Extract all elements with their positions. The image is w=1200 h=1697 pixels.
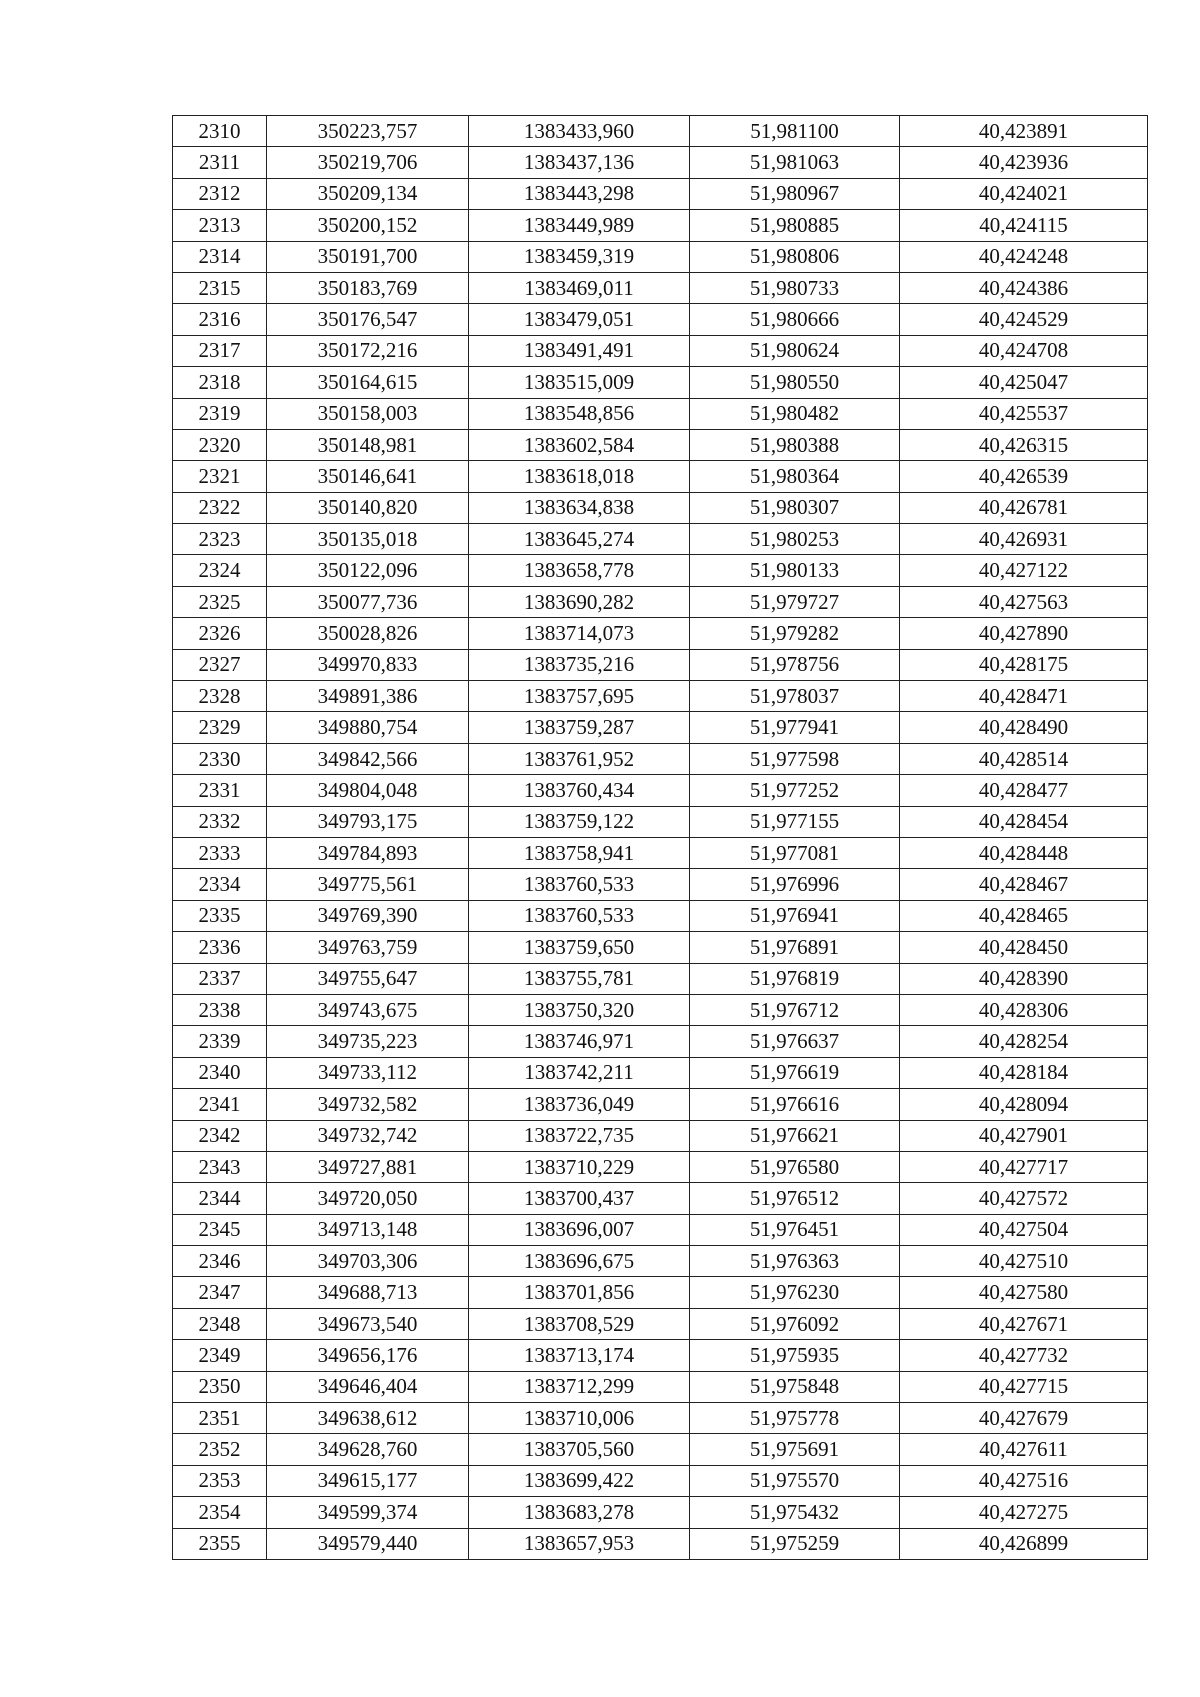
longitude-cell: 40,426931 <box>900 524 1148 555</box>
y-coordinate-cell: 1383750,320 <box>469 994 690 1025</box>
y-coordinate-cell: 1383742,211 <box>469 1057 690 1088</box>
y-coordinate-cell: 1383437,136 <box>469 147 690 178</box>
table-row <box>173 1371 1148 1402</box>
longitude-cell: 40,427901 <box>900 1120 1148 1151</box>
latitude-cell: 51,980967 <box>690 178 900 209</box>
longitude-cell: 40,428471 <box>900 681 1148 712</box>
longitude-cell: 40,426781 <box>900 492 1148 523</box>
latitude-cell: 51,976637 <box>690 1026 900 1057</box>
latitude-cell: 51,981100 <box>690 116 900 147</box>
x-coordinate-cell: 350176,547 <box>267 304 469 335</box>
longitude-cell: 40,428175 <box>900 649 1148 680</box>
table-row <box>173 1340 1148 1371</box>
latitude-cell: 51,978037 <box>690 681 900 712</box>
x-coordinate-cell: 349646,404 <box>267 1371 469 1402</box>
longitude-cell: 40,424529 <box>900 304 1148 335</box>
latitude-cell: 51,976580 <box>690 1151 900 1182</box>
table-row <box>173 116 1148 147</box>
x-coordinate-cell: 350223,757 <box>267 116 469 147</box>
x-coordinate-cell: 349599,374 <box>267 1497 469 1528</box>
table-row <box>173 775 1148 806</box>
point-number-cell: 2314 <box>173 241 267 272</box>
longitude-cell: 40,428184 <box>900 1057 1148 1088</box>
longitude-cell: 40,427572 <box>900 1183 1148 1214</box>
y-coordinate-cell: 1383469,011 <box>469 272 690 303</box>
y-coordinate-cell: 1383700,437 <box>469 1183 690 1214</box>
latitude-cell: 51,975570 <box>690 1465 900 1496</box>
longitude-cell: 40,427516 <box>900 1465 1148 1496</box>
latitude-cell: 51,976512 <box>690 1183 900 1214</box>
latitude-cell: 51,978756 <box>690 649 900 680</box>
x-coordinate-cell: 349727,881 <box>267 1151 469 1182</box>
longitude-cell: 40,428306 <box>900 994 1148 1025</box>
longitude-cell: 40,428514 <box>900 743 1148 774</box>
point-number-cell: 2351 <box>173 1403 267 1434</box>
longitude-cell: 40,428254 <box>900 1026 1148 1057</box>
longitude-cell: 40,424021 <box>900 178 1148 209</box>
point-number-cell: 2330 <box>173 743 267 774</box>
x-coordinate-cell: 349784,893 <box>267 837 469 868</box>
latitude-cell: 51,976891 <box>690 932 900 963</box>
y-coordinate-cell: 1383459,319 <box>469 241 690 272</box>
y-coordinate-cell: 1383710,229 <box>469 1151 690 1182</box>
coordinates-table-body <box>173 116 1148 1560</box>
table-row <box>173 492 1148 523</box>
y-coordinate-cell: 1383705,560 <box>469 1434 690 1465</box>
x-coordinate-cell: 349804,048 <box>267 775 469 806</box>
longitude-cell: 40,427679 <box>900 1403 1148 1434</box>
table-row <box>173 335 1148 366</box>
latitude-cell: 51,980624 <box>690 335 900 366</box>
point-number-cell: 2349 <box>173 1340 267 1371</box>
point-number-cell: 2342 <box>173 1120 267 1151</box>
y-coordinate-cell: 1383701,856 <box>469 1277 690 1308</box>
y-coordinate-cell: 1383479,051 <box>469 304 690 335</box>
x-coordinate-cell: 349793,175 <box>267 806 469 837</box>
x-coordinate-cell: 349673,540 <box>267 1308 469 1339</box>
y-coordinate-cell: 1383760,533 <box>469 869 690 900</box>
table-row <box>173 618 1148 649</box>
table-row <box>173 869 1148 900</box>
longitude-cell: 40,424386 <box>900 272 1148 303</box>
point-number-cell: 2318 <box>173 367 267 398</box>
table-row <box>173 1089 1148 1120</box>
longitude-cell: 40,428454 <box>900 806 1148 837</box>
point-number-cell: 2340 <box>173 1057 267 1088</box>
y-coordinate-cell: 1383735,216 <box>469 649 690 680</box>
x-coordinate-cell: 349755,647 <box>267 963 469 994</box>
y-coordinate-cell: 1383759,650 <box>469 932 690 963</box>
table-row <box>173 398 1148 429</box>
x-coordinate-cell: 349713,148 <box>267 1214 469 1245</box>
point-number-cell: 2310 <box>173 116 267 147</box>
table-row <box>173 555 1148 586</box>
y-coordinate-cell: 1383690,282 <box>469 586 690 617</box>
point-number-cell: 2347 <box>173 1277 267 1308</box>
longitude-cell: 40,425537 <box>900 398 1148 429</box>
point-number-cell: 2322 <box>173 492 267 523</box>
x-coordinate-cell: 349703,306 <box>267 1246 469 1277</box>
latitude-cell: 51,975691 <box>690 1434 900 1465</box>
point-number-cell: 2345 <box>173 1214 267 1245</box>
y-coordinate-cell: 1383683,278 <box>469 1497 690 1528</box>
table-row <box>173 367 1148 398</box>
y-coordinate-cell: 1383696,675 <box>469 1246 690 1277</box>
longitude-cell: 40,427890 <box>900 618 1148 649</box>
x-coordinate-cell: 349880,754 <box>267 712 469 743</box>
x-coordinate-cell: 349579,440 <box>267 1528 469 1559</box>
table-row <box>173 210 1148 241</box>
table-row <box>173 743 1148 774</box>
point-number-cell: 2338 <box>173 994 267 1025</box>
latitude-cell: 51,980364 <box>690 461 900 492</box>
longitude-cell: 40,423891 <box>900 116 1148 147</box>
longitude-cell: 40,424248 <box>900 241 1148 272</box>
table-row <box>173 524 1148 555</box>
point-number-cell: 2320 <box>173 429 267 460</box>
longitude-cell: 40,427732 <box>900 1340 1148 1371</box>
x-coordinate-cell: 350140,820 <box>267 492 469 523</box>
y-coordinate-cell: 1383746,971 <box>469 1026 690 1057</box>
longitude-cell: 40,426315 <box>900 429 1148 460</box>
point-number-cell: 2341 <box>173 1089 267 1120</box>
x-coordinate-cell: 350122,096 <box>267 555 469 586</box>
table-row <box>173 147 1148 178</box>
point-number-cell: 2319 <box>173 398 267 429</box>
y-coordinate-cell: 1383710,006 <box>469 1403 690 1434</box>
table-row <box>173 1434 1148 1465</box>
latitude-cell: 51,976230 <box>690 1277 900 1308</box>
point-number-cell: 2331 <box>173 775 267 806</box>
x-coordinate-cell: 350209,134 <box>267 178 469 209</box>
y-coordinate-cell: 1383759,122 <box>469 806 690 837</box>
y-coordinate-cell: 1383443,298 <box>469 178 690 209</box>
x-coordinate-cell: 349891,386 <box>267 681 469 712</box>
latitude-cell: 51,976621 <box>690 1120 900 1151</box>
table-row <box>173 1497 1148 1528</box>
longitude-cell: 40,428477 <box>900 775 1148 806</box>
y-coordinate-cell: 1383548,856 <box>469 398 690 429</box>
x-coordinate-cell: 349656,176 <box>267 1340 469 1371</box>
x-coordinate-cell: 349732,742 <box>267 1120 469 1151</box>
table-row <box>173 1183 1148 1214</box>
point-number-cell: 2326 <box>173 618 267 649</box>
longitude-cell: 40,427504 <box>900 1214 1148 1245</box>
latitude-cell: 51,977155 <box>690 806 900 837</box>
latitude-cell: 51,977252 <box>690 775 900 806</box>
table-row <box>173 1151 1148 1182</box>
latitude-cell: 51,980666 <box>690 304 900 335</box>
table-row <box>173 994 1148 1025</box>
latitude-cell: 51,980550 <box>690 367 900 398</box>
point-number-cell: 2312 <box>173 178 267 209</box>
latitude-cell: 51,979282 <box>690 618 900 649</box>
point-number-cell: 2348 <box>173 1308 267 1339</box>
point-number-cell: 2354 <box>173 1497 267 1528</box>
point-number-cell: 2355 <box>173 1528 267 1559</box>
longitude-cell: 40,428490 <box>900 712 1148 743</box>
x-coordinate-cell: 350191,700 <box>267 241 469 272</box>
longitude-cell: 40,427715 <box>900 1371 1148 1402</box>
x-coordinate-cell: 350148,981 <box>267 429 469 460</box>
y-coordinate-cell: 1383713,174 <box>469 1340 690 1371</box>
y-coordinate-cell: 1383714,073 <box>469 618 690 649</box>
table-row <box>173 178 1148 209</box>
x-coordinate-cell: 350219,706 <box>267 147 469 178</box>
x-coordinate-cell: 349732,582 <box>267 1089 469 1120</box>
x-coordinate-cell: 349638,612 <box>267 1403 469 1434</box>
latitude-cell: 51,980388 <box>690 429 900 460</box>
point-number-cell: 2324 <box>173 555 267 586</box>
table-row <box>173 837 1148 868</box>
point-number-cell: 2317 <box>173 335 267 366</box>
x-coordinate-cell: 350028,826 <box>267 618 469 649</box>
y-coordinate-cell: 1383699,422 <box>469 1465 690 1496</box>
x-coordinate-cell: 349763,759 <box>267 932 469 963</box>
point-number-cell: 2335 <box>173 900 267 931</box>
x-coordinate-cell: 349733,112 <box>267 1057 469 1088</box>
latitude-cell: 51,975935 <box>690 1340 900 1371</box>
x-coordinate-cell: 349735,223 <box>267 1026 469 1057</box>
table-row <box>173 932 1148 963</box>
y-coordinate-cell: 1383433,960 <box>469 116 690 147</box>
point-number-cell: 2328 <box>173 681 267 712</box>
latitude-cell: 51,980733 <box>690 272 900 303</box>
longitude-cell: 40,427611 <box>900 1434 1148 1465</box>
table-row <box>173 649 1148 680</box>
y-coordinate-cell: 1383712,299 <box>469 1371 690 1402</box>
latitude-cell: 51,976712 <box>690 994 900 1025</box>
latitude-cell: 51,981063 <box>690 147 900 178</box>
table-row <box>173 1403 1148 1434</box>
longitude-cell: 40,428450 <box>900 932 1148 963</box>
point-number-cell: 2353 <box>173 1465 267 1496</box>
x-coordinate-cell: 349769,390 <box>267 900 469 931</box>
point-number-cell: 2333 <box>173 837 267 868</box>
table-row <box>173 586 1148 617</box>
y-coordinate-cell: 1383757,695 <box>469 681 690 712</box>
table-row <box>173 963 1148 994</box>
point-number-cell: 2343 <box>173 1151 267 1182</box>
longitude-cell: 40,424708 <box>900 335 1148 366</box>
x-coordinate-cell: 350077,736 <box>267 586 469 617</box>
y-coordinate-cell: 1383696,007 <box>469 1214 690 1245</box>
latitude-cell: 51,980133 <box>690 555 900 586</box>
x-coordinate-cell: 350158,003 <box>267 398 469 429</box>
x-coordinate-cell: 349775,561 <box>267 869 469 900</box>
x-coordinate-cell: 350183,769 <box>267 272 469 303</box>
table-row <box>173 272 1148 303</box>
latitude-cell: 51,977598 <box>690 743 900 774</box>
y-coordinate-cell: 1383708,529 <box>469 1308 690 1339</box>
latitude-cell: 51,976092 <box>690 1308 900 1339</box>
latitude-cell: 51,975432 <box>690 1497 900 1528</box>
y-coordinate-cell: 1383491,491 <box>469 335 690 366</box>
table-row <box>173 712 1148 743</box>
latitude-cell: 51,980253 <box>690 524 900 555</box>
table-row <box>173 304 1148 335</box>
table-row <box>173 1308 1148 1339</box>
latitude-cell: 51,975778 <box>690 1403 900 1434</box>
y-coordinate-cell: 1383515,009 <box>469 367 690 398</box>
y-coordinate-cell: 1383759,287 <box>469 712 690 743</box>
y-coordinate-cell: 1383645,274 <box>469 524 690 555</box>
point-number-cell: 2332 <box>173 806 267 837</box>
y-coordinate-cell: 1383760,533 <box>469 900 690 931</box>
latitude-cell: 51,975848 <box>690 1371 900 1402</box>
x-coordinate-cell: 349720,050 <box>267 1183 469 1214</box>
point-number-cell: 2329 <box>173 712 267 743</box>
longitude-cell: 40,425047 <box>900 367 1148 398</box>
point-number-cell: 2350 <box>173 1371 267 1402</box>
table-row <box>173 241 1148 272</box>
y-coordinate-cell: 1383755,781 <box>469 963 690 994</box>
point-number-cell: 2344 <box>173 1183 267 1214</box>
longitude-cell: 40,424115 <box>900 210 1148 241</box>
latitude-cell: 51,976616 <box>690 1089 900 1120</box>
longitude-cell: 40,427275 <box>900 1497 1148 1528</box>
point-number-cell: 2352 <box>173 1434 267 1465</box>
longitude-cell: 40,428467 <box>900 869 1148 900</box>
table-row <box>173 1246 1148 1277</box>
table-row <box>173 900 1148 931</box>
y-coordinate-cell: 1383736,049 <box>469 1089 690 1120</box>
table-row <box>173 806 1148 837</box>
point-number-cell: 2321 <box>173 461 267 492</box>
table-row <box>173 429 1148 460</box>
longitude-cell: 40,427717 <box>900 1151 1148 1182</box>
x-coordinate-cell: 349615,177 <box>267 1465 469 1496</box>
x-coordinate-cell: 349842,566 <box>267 743 469 774</box>
longitude-cell: 40,426539 <box>900 461 1148 492</box>
x-coordinate-cell: 349688,713 <box>267 1277 469 1308</box>
latitude-cell: 51,979727 <box>690 586 900 617</box>
table-row <box>173 1528 1148 1559</box>
latitude-cell: 51,977941 <box>690 712 900 743</box>
point-number-cell: 2339 <box>173 1026 267 1057</box>
table-row <box>173 461 1148 492</box>
table-row <box>173 681 1148 712</box>
table-row <box>173 1214 1148 1245</box>
coordinates-table <box>172 115 1148 1560</box>
table-row <box>173 1120 1148 1151</box>
latitude-cell: 51,976619 <box>690 1057 900 1088</box>
longitude-cell: 40,427580 <box>900 1277 1148 1308</box>
latitude-cell: 51,980885 <box>690 210 900 241</box>
y-coordinate-cell: 1383602,584 <box>469 429 690 460</box>
y-coordinate-cell: 1383760,434 <box>469 775 690 806</box>
table-row <box>173 1465 1148 1496</box>
latitude-cell: 51,976996 <box>690 869 900 900</box>
point-number-cell: 2316 <box>173 304 267 335</box>
longitude-cell: 40,427671 <box>900 1308 1148 1339</box>
longitude-cell: 40,427122 <box>900 555 1148 586</box>
longitude-cell: 40,427563 <box>900 586 1148 617</box>
x-coordinate-cell: 349743,675 <box>267 994 469 1025</box>
x-coordinate-cell: 350135,018 <box>267 524 469 555</box>
table-row <box>173 1026 1148 1057</box>
latitude-cell: 51,976451 <box>690 1214 900 1245</box>
longitude-cell: 40,428448 <box>900 837 1148 868</box>
longitude-cell: 40,426899 <box>900 1528 1148 1559</box>
x-coordinate-cell: 350164,615 <box>267 367 469 398</box>
y-coordinate-cell: 1383449,989 <box>469 210 690 241</box>
point-number-cell: 2315 <box>173 272 267 303</box>
y-coordinate-cell: 1383722,735 <box>469 1120 690 1151</box>
point-number-cell: 2323 <box>173 524 267 555</box>
x-coordinate-cell: 349628,760 <box>267 1434 469 1465</box>
x-coordinate-cell: 350146,641 <box>267 461 469 492</box>
y-coordinate-cell: 1383634,838 <box>469 492 690 523</box>
y-coordinate-cell: 1383618,018 <box>469 461 690 492</box>
point-number-cell: 2337 <box>173 963 267 994</box>
longitude-cell: 40,428094 <box>900 1089 1148 1120</box>
latitude-cell: 51,976819 <box>690 963 900 994</box>
point-number-cell: 2346 <box>173 1246 267 1277</box>
point-number-cell: 2327 <box>173 649 267 680</box>
table-row <box>173 1277 1148 1308</box>
longitude-cell: 40,428465 <box>900 900 1148 931</box>
y-coordinate-cell: 1383758,941 <box>469 837 690 868</box>
x-coordinate-cell: 350172,216 <box>267 335 469 366</box>
latitude-cell: 51,977081 <box>690 837 900 868</box>
latitude-cell: 51,975259 <box>690 1528 900 1559</box>
x-coordinate-cell: 350200,152 <box>267 210 469 241</box>
longitude-cell: 40,428390 <box>900 963 1148 994</box>
latitude-cell: 51,980482 <box>690 398 900 429</box>
point-number-cell: 2325 <box>173 586 267 617</box>
latitude-cell: 51,976363 <box>690 1246 900 1277</box>
longitude-cell: 40,423936 <box>900 147 1148 178</box>
x-coordinate-cell: 349970,833 <box>267 649 469 680</box>
y-coordinate-cell: 1383761,952 <box>469 743 690 774</box>
y-coordinate-cell: 1383658,778 <box>469 555 690 586</box>
point-number-cell: 2334 <box>173 869 267 900</box>
point-number-cell: 2336 <box>173 932 267 963</box>
y-coordinate-cell: 1383657,953 <box>469 1528 690 1559</box>
point-number-cell: 2313 <box>173 210 267 241</box>
table-row <box>173 1057 1148 1088</box>
latitude-cell: 51,980307 <box>690 492 900 523</box>
latitude-cell: 51,976941 <box>690 900 900 931</box>
longitude-cell: 40,427510 <box>900 1246 1148 1277</box>
point-number-cell: 2311 <box>173 147 267 178</box>
latitude-cell: 51,980806 <box>690 241 900 272</box>
